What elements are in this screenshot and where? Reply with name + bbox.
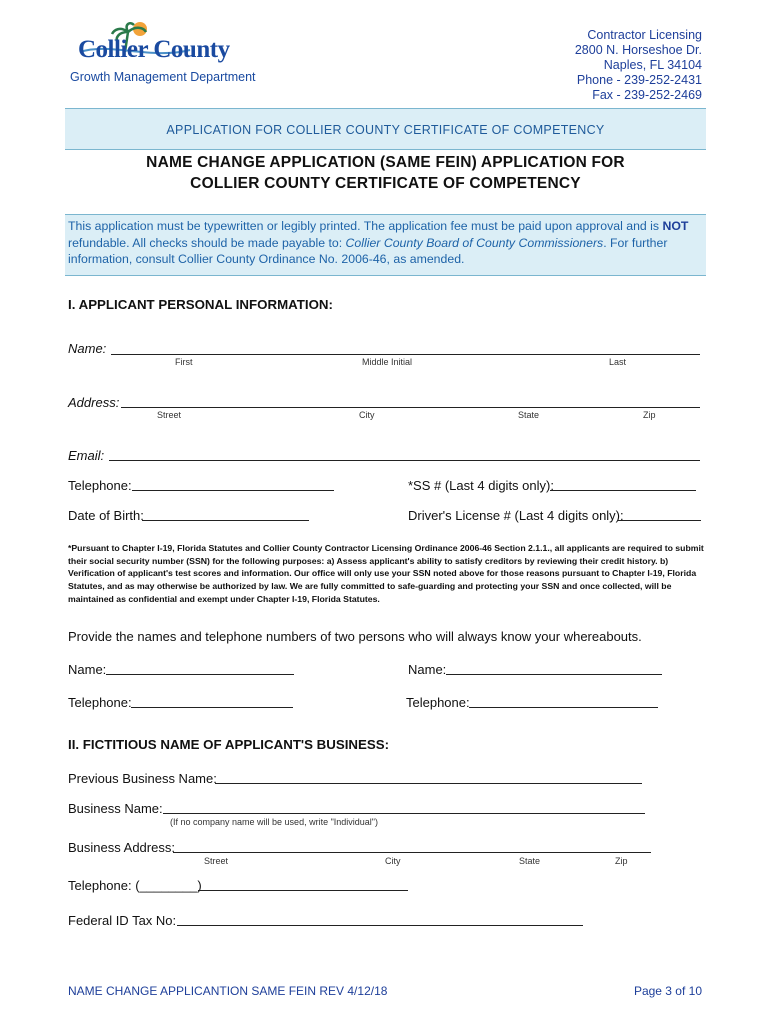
drivers-license-label: Driver's License # (Last 4 digits only): [408, 508, 624, 523]
business-state-caption: State [519, 856, 541, 866]
logo-title: Collier County [78, 36, 230, 63]
business-name-note: (If no company name will be used, write "Individual") [170, 817, 378, 827]
business-telephone-label: Telephone: (________) [68, 878, 202, 893]
business-zip-caption: Zip [615, 856, 628, 866]
name-first-caption: First [175, 357, 193, 367]
business-street-caption: Street [204, 856, 229, 866]
title-line-2: COLLIER COUNTY CERTIFICATE OF COMPETENCY [190, 175, 581, 192]
reference-2-name-label: Name: [408, 662, 447, 677]
reference-1-telephone-field[interactable] [131, 707, 293, 708]
dob-label: Date of Birth: [68, 508, 144, 523]
reference-2-telephone-field[interactable] [469, 707, 658, 708]
telephone-label: Telephone: [68, 478, 132, 493]
name-field[interactable] [111, 354, 700, 355]
dob-field[interactable] [142, 520, 309, 521]
address-street-caption: Street [157, 410, 182, 420]
ss-label: *SS # (Last 4 digits only): [408, 478, 554, 493]
address-city-caption: City [359, 410, 375, 420]
telephone-field[interactable] [132, 490, 334, 491]
ss-field[interactable] [550, 490, 696, 491]
business-address-field[interactable] [173, 852, 651, 853]
application-banner [65, 108, 706, 150]
contact-city: Naples, FL 34104 [603, 58, 702, 72]
reference-2-name-field[interactable] [446, 674, 662, 675]
notice-payee: Collier County Board of County Commissioners [345, 235, 604, 250]
section-2-heading: II. FICTITIOUS NAME OF APPLICANT'S BUSINESS: [68, 737, 390, 752]
name-middle-caption: Middle Initial [362, 357, 413, 367]
footer-form-id: NAME CHANGE APPLICANTION SAME FEIN REV 4/12/18 [68, 984, 388, 998]
section-1-heading: I. APPLICANT PERSONAL INFORMATION: [68, 297, 333, 312]
contact-dept: Contractor Licensing [587, 28, 702, 42]
previous-business-name-field[interactable] [215, 783, 642, 784]
business-telephone-field[interactable] [198, 890, 408, 891]
federal-id-label: Federal ID Tax No: [68, 913, 177, 928]
email-label: Email: [68, 448, 105, 463]
name-label: Name: [68, 341, 107, 356]
previous-business-name-label: Previous Business Name: [68, 771, 217, 786]
notice-part-1: This application must be typewritten or legibly printed. The application fee must be paid upon approval and is [68, 219, 663, 233]
federal-id-field[interactable] [177, 925, 583, 926]
reference-1-name-label: Name: [68, 662, 107, 677]
email-field[interactable] [109, 460, 700, 461]
notice-part-2: refundable. All checks should be made payable to: [68, 235, 346, 250]
address-label: Address: [68, 395, 120, 410]
footer-page-number: Page 3 of 10 [633, 984, 702, 998]
business-city-caption: City [385, 856, 401, 866]
contact-phone: Phone - 239-252-2431 [576, 73, 702, 87]
name-last-caption: Last [609, 357, 627, 367]
page-title [65, 152, 706, 194]
instructions-notice [65, 214, 706, 276]
drivers-license-field[interactable] [618, 520, 701, 521]
ssn-disclosure: *Pursuant to Chapter I-19, Florida Statutes and Collier County Contractor Licensing Ordinance 2006-46 Section 2.1.1., all applicants are required to submit their social security number (SSN) for the following purposes: a) Assess applicant's ability to satisfy creditors by reviewing their credit history. b) Verification of applicant's test scores and information. Our office will only use your SSN noted above for those reasons pursuant to Chapter I-19, Florida Statutes, and as may otherwise be authorized by law. We are fully committed to safe-guarding and protecting your SSN and once collected, will be maintained as confidential and exempt under Chapter I-19, Florida Statutes. [68, 543, 704, 604]
contact-block [575, 28, 702, 103]
reference-2-telephone-label: Telephone: [406, 695, 470, 710]
business-name-field[interactable] [163, 813, 645, 814]
contact-street: 2800 N. Horseshoe Dr. [574, 43, 702, 57]
business-name-label: Business Name: [68, 801, 163, 816]
address-zip-caption: Zip [643, 410, 656, 420]
references-intro: Provide the names and telephone numbers of two persons who will always know your whereabouts. [68, 629, 642, 644]
address-state-caption: State [518, 410, 540, 420]
notice-part-3: . For further information, consult Collier County Ordinance No. 2006-46, as amended. [68, 235, 668, 266]
banner-text: APPLICATION FOR COLLIER COUNTY CERTIFICATE OF COMPETENCY [166, 123, 605, 137]
contact-fax: Fax - 239-252-2469 [592, 88, 702, 102]
logo-subtitle: Growth Management Department [70, 70, 256, 84]
notice-not: NOT [662, 219, 689, 233]
address-field[interactable] [121, 407, 700, 408]
reference-1-name-field[interactable] [106, 674, 294, 675]
business-address-label: Business Address: [68, 840, 175, 855]
title-line-1: NAME CHANGE APPLICATION (SAME FEIN) APPLICATION FOR [146, 154, 625, 171]
reference-1-telephone-label: Telephone: [68, 695, 132, 710]
